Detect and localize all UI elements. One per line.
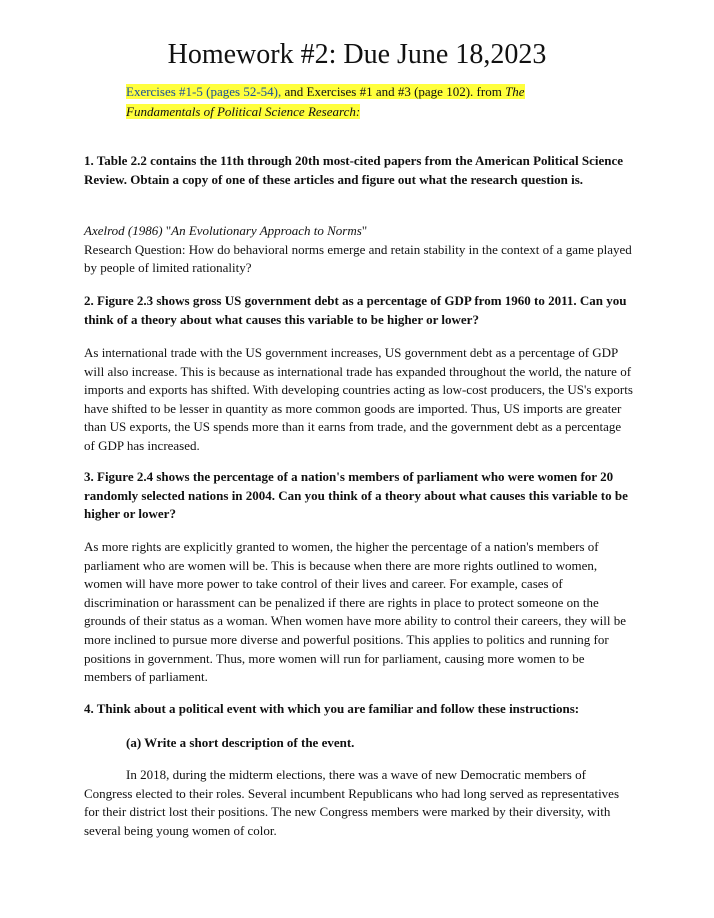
answer-4a [84,766,634,840]
book-title: The Fundamentals of Political Science Research: [126,84,525,119]
citation-author: Axelrod (1986) [84,223,163,238]
question-4-text: 4. Think about a political event with which you are familiar and follow these instructions: [84,701,580,716]
question-4a-text: (a) Write a short description of the event. [126,735,355,750]
answer-2-text: As international trade with the US government increases, US government debt as a percentage of GDP will also increase. This is because as international trade has expanded throughout the world, the nature of imports and exports has shifted. With developing countries acting as low-cost producers, the US's exports have shifted to be lesser in quantity as more common goods are imported. Thus, US imports are greater than US exports, the US spends more than it earns from trade, and the government debt as a percentage of GDP has increased. [84,345,633,453]
answer-4a-text: In 2018, during the midterm elections, there was a wave of new Democratic members of Congress elected to their roles. Several incumbent Republicans who had long served as representatives for their district lost their positions. The new Congress members were marked by their diversity, with several being young women of color. [84,767,620,838]
question-2 [84,292,634,329]
assignment-subtitle [126,82,596,122]
answer-2 [84,344,634,456]
answer-1-text: Research Question: How do behavioral norms emerge and retain stability in the context of a game played by people of limited rationality? [84,241,632,276]
answer-3-text: As more rights are explicitly granted to women, the higher the percentage of a nation's members of parliament who are women will be. This is because when there are more rights outlined to women, women will have more power to take control of their lives and career. For example, cases of discrimination or harassment can be penalized if there are rights in place to protect someone on the grounds of their status as a woman. When women have more ability to control their careers, they will be more inclined to pursue more diverse and powerful positions. This applies to politics and running for positions in government. Thus, more women will run for parliament, causing more women to be members of parliament. [84,539,626,685]
question-2-text: 2. Figure 2.3 shows gross US government debt as a percentage of GDP from 1960 to 2011. Can you think of a theory about what causes this variable to be higher or lower? [84,293,627,327]
exercises-link[interactable]: Exercises #1-5 [126,84,203,99]
question-1 [84,152,634,189]
question-3 [84,468,634,524]
answer-3 [84,538,634,687]
question-1-text: 1. Table 2.2 contains the 11th through 20th most-cited papers from the American Political Science Review. Obtain a copy of one of these articles and figure out what the research question is. [84,153,623,187]
citation-title: An Evolutionary Approach to Norms [171,223,362,238]
question-4a [126,734,634,753]
subtitle-text: and Exercises #1 and #3 (page 102). from [284,84,506,99]
citation: Axelrod (1986) "An Evolutionary Approach to Norms" [84,223,368,238]
question-4 [84,700,634,719]
pages-link[interactable]: (pages 52-54), [202,84,285,99]
page-title: Homework #2: Due June 18,2023 [167,39,547,70]
answer-1 [84,222,634,278]
question-3-text: 3. Figure 2.4 shows the percentage of a nation's members of parliament who were women for 20 randomly selected nations in 2004. Can you think of a theory about what causes this variable to be higher or lower? [84,469,628,522]
